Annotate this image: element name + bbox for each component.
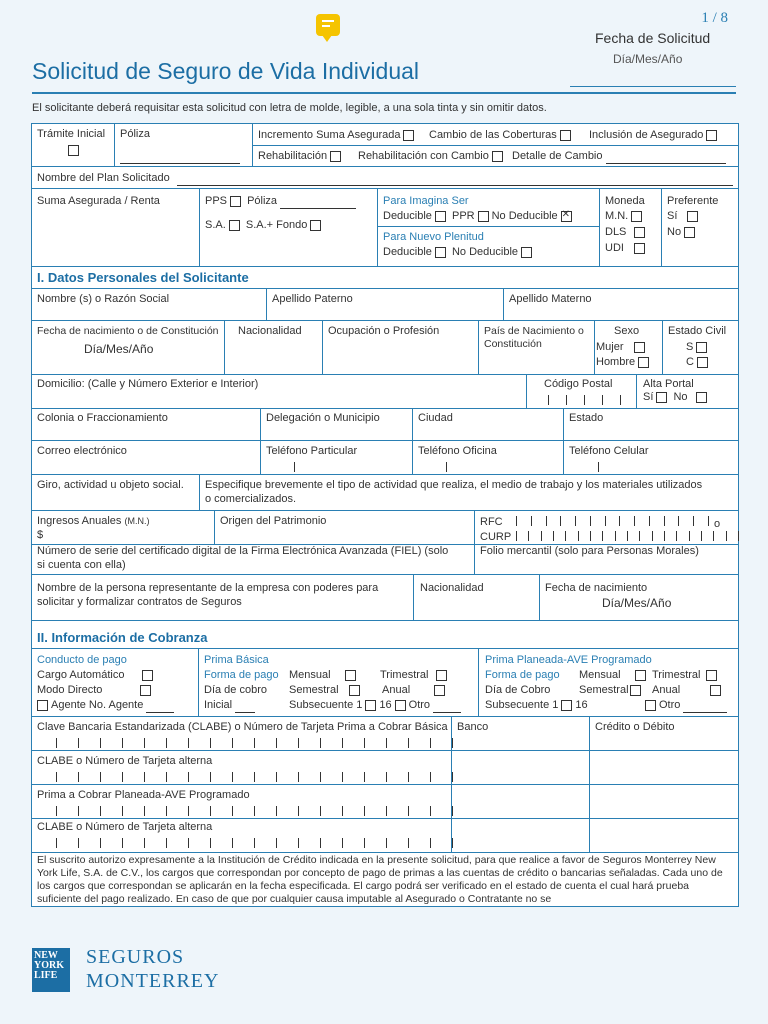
ap-paterno-label: Apellido Paterno <box>272 293 353 305</box>
nombre-plan-field[interactable] <box>177 185 733 186</box>
sa-fondo-label: S.A.+ Fondo <box>245 219 308 231</box>
brand-line2: MONTERREY <box>86 970 220 992</box>
no-deducible-checkbox[interactable] <box>561 211 572 222</box>
conducto-label: Conducto de pago <box>37 654 127 666</box>
clabe-field[interactable] <box>56 738 452 748</box>
subsecuente-label: Subsecuente 1 <box>289 699 363 711</box>
para-plenitud-label: Para Nuevo Plenitud <box>383 231 484 243</box>
semestral-checkbox[interactable] <box>349 685 360 696</box>
dia-cobro-label: Día de cobro <box>204 684 267 696</box>
correo-label: Correo electrónico <box>37 445 127 457</box>
prima-planeada-label: Prima Planeada-AVE Programado <box>485 654 652 666</box>
prima-basica-label: Prima Básica <box>204 654 269 666</box>
semestral2-label: Semestral <box>579 684 629 696</box>
trimestral2-label: Trimestral <box>652 669 701 681</box>
domicilio-label: Domicilio: (Calle y Número Exterior e Interior) <box>37 378 259 390</box>
agente-field[interactable] <box>146 712 174 713</box>
semestral2-checkbox[interactable] <box>630 685 641 696</box>
anual-label: Anual <box>382 684 411 696</box>
anual-checkbox[interactable] <box>434 685 445 696</box>
clabe-alt2-label: CLABE o Número de Tarjeta alterna <box>37 821 213 833</box>
application-form <box>31 123 739 907</box>
otro-field[interactable] <box>433 712 461 713</box>
codigo-postal-label: Código Postal <box>544 378 613 390</box>
alta-si-checkbox[interactable] <box>656 392 667 403</box>
mensual-checkbox[interactable] <box>345 670 356 681</box>
mn-label: M.N. <box>605 210 629 222</box>
alta-no-checkbox[interactable] <box>696 392 707 403</box>
n16b-label: 16 <box>575 699 588 711</box>
preferente-label: Preferente <box>667 195 719 207</box>
otro2-label: Otro <box>659 699 681 711</box>
mensual2-label: Mensual <box>579 669 621 681</box>
agente-label: Agente No. Agente <box>51 699 144 711</box>
brand-line1: SEGUROS <box>86 946 185 968</box>
poliza2-label: Póliza <box>247 195 278 207</box>
prima-cobrar-label: Prima a Cobrar Planeada-AVE Programado <box>37 789 250 801</box>
mujer-label: Mujer <box>596 341 624 353</box>
section2-title: II. Información de Cobranza <box>37 630 208 645</box>
incremento-label: Incremento Suma Asegurada <box>258 129 401 141</box>
forma-pago-label: Forma de pago <box>204 669 279 681</box>
udi-checkbox[interactable] <box>634 243 645 254</box>
no-deducible2-checkbox[interactable] <box>521 247 532 258</box>
estado-civil-c-checkbox[interactable] <box>697 357 708 368</box>
mn-checkbox[interactable] <box>631 211 642 222</box>
sa-checkbox[interactable] <box>229 220 240 231</box>
moneda-label: Moneda <box>605 195 645 207</box>
udi-label: UDI <box>605 242 624 254</box>
delegacion-label: Delegación o Municipio <box>266 412 380 424</box>
clabe-alt2-field[interactable] <box>56 838 452 848</box>
new-york-life-logo: NEW YORK LIFE <box>32 948 70 992</box>
estado-civil-s-checkbox[interactable] <box>696 342 707 353</box>
folio-label: Folio mercantil (solo para Personas Morales) <box>480 545 699 557</box>
representante-label: Nombre de la persona representante de la empresa con poderes para solicitar y formalizar contratos de Seguros <box>37 582 379 608</box>
deducible-label: Deducible <box>383 210 432 222</box>
origen-label: Origen del Patrimonio <box>220 515 327 527</box>
hombre-label: Hombre <box>596 356 636 368</box>
fecha-nac2-format: Día/Mes/Año <box>602 596 672 610</box>
deducible2-checkbox[interactable] <box>435 247 446 258</box>
rfc-field[interactable] <box>516 516 708 526</box>
tel-oficina-label: Teléfono Oficina <box>418 445 497 457</box>
title-divider <box>32 92 736 94</box>
deducible2-label: Deducible <box>383 246 432 258</box>
estado-label: Estado <box>569 412 604 424</box>
detalle-cambio-label: Detalle de Cambio <box>512 150 603 162</box>
sexo-label: Sexo <box>614 325 640 337</box>
alta-portal-label: Alta Portal <box>643 378 694 390</box>
nacionalidad-label: Nacionalidad <box>238 325 302 337</box>
estado-civil-c-label: C <box>686 356 694 368</box>
tramite-label: Trámite Inicial <box>37 128 106 140</box>
deducible-checkbox[interactable] <box>435 211 446 222</box>
preferente-no-label: No <box>667 226 682 238</box>
otro-label: Otro <box>408 699 431 711</box>
agente-checkbox[interactable] <box>37 700 48 711</box>
sa-label: S.A. <box>205 219 226 231</box>
preferente-si-checkbox[interactable] <box>687 211 698 222</box>
estado-civil-s-label: S <box>686 341 694 353</box>
dls-checkbox[interactable] <box>634 227 645 238</box>
inicial-label: Inicial <box>204 699 233 711</box>
modo-directo-label: Modo Directo <box>37 684 103 696</box>
page-number: 1 / 8 <box>701 10 728 26</box>
sa-fondo-checkbox[interactable] <box>310 220 321 231</box>
tel-particular-label: Teléfono Particular <box>266 445 358 457</box>
poliza-field[interactable] <box>120 163 240 164</box>
clabe-alt-field[interactable] <box>56 772 452 782</box>
fecha-nac-format: Día/Mes/Año <box>84 342 154 356</box>
incremento-checkbox[interactable] <box>403 130 414 141</box>
inclusion-checkbox[interactable] <box>706 130 717 141</box>
mensual2-checkbox[interactable] <box>635 670 646 681</box>
credito-label: Crédito o Débito <box>595 721 675 733</box>
rfc-o-label: o <box>714 518 721 530</box>
codigo-postal-field[interactable] <box>548 395 620 405</box>
ingresos-label: Ingresos Anuales <box>37 515 122 527</box>
colonia-label: Colonia o Fraccionamiento <box>37 412 168 424</box>
giro-label: Giro, actividad u objeto social. <box>37 479 184 491</box>
fecha-format: Día/Mes/Año <box>613 52 683 66</box>
cargo-auto-checkbox[interactable] <box>142 670 153 681</box>
dls-label: DLS <box>605 226 627 238</box>
preferente-no-checkbox[interactable] <box>684 227 695 238</box>
mujer-checkbox[interactable] <box>634 342 645 353</box>
cambio-coberturas-checkbox[interactable] <box>560 130 571 141</box>
fecha-solicitud-label: Fecha de Solicitud <box>595 30 711 46</box>
nacionalidad2-label: Nacionalidad <box>420 582 484 594</box>
page-title: Solicitud de Seguro de Vida Individual <box>32 58 420 84</box>
fecha-nac2-label: Fecha de nacimiento <box>545 582 648 594</box>
giro-detalle: Especifique brevemente el tipo de actividad que realiza, el medio de trabajo y los materiales utilizados o comercializados. <box>205 479 703 505</box>
anual2-checkbox[interactable] <box>710 685 721 696</box>
alta-si-label: Sí <box>643 391 654 403</box>
inclusion-label: Inclusión de Asegurado <box>589 129 704 141</box>
ap-materno-label: Apellido Materno <box>509 293 592 305</box>
dia-cobro2-label: Día de Cobro <box>485 684 551 696</box>
nombre-label: Nombre (s) o Razón Social <box>37 293 170 305</box>
inicial-field[interactable] <box>235 712 255 713</box>
prima-cobrar-field[interactable] <box>56 806 452 816</box>
trimestral-checkbox[interactable] <box>436 670 447 681</box>
detalle-cambio-field[interactable] <box>606 163 726 164</box>
modo-directo-checkbox[interactable] <box>140 685 151 696</box>
semestral-label: Semestral <box>289 684 339 696</box>
ocupacion-label: Ocupación o Profesión <box>328 325 440 337</box>
cambio-coberturas-label: Cambio de las Coberturas <box>429 129 557 141</box>
fecha-nac-label: Fecha de nacimiento o de Constitución <box>37 325 219 337</box>
trimestral2-checkbox[interactable] <box>706 670 717 681</box>
pps-checkbox[interactable] <box>230 196 241 207</box>
fiel-label: Número de serie del certificado digital de la Firma Electrónica Avanzada (FIEL) (solo si cuenta con ella) <box>37 545 449 571</box>
no-deducible2-label: No Deducible <box>451 246 519 258</box>
n16-checkbox[interactable] <box>395 700 406 711</box>
rehab-cambio-label: Rehabilitación con Cambio <box>358 150 489 162</box>
rehab-cambio-checkbox[interactable] <box>492 151 503 162</box>
tel-celular-label: Teléfono Celular <box>569 445 649 457</box>
estado-civil-label: Estado Civil <box>668 325 727 337</box>
subsecuente2-checkbox[interactable] <box>561 700 572 711</box>
n16-label: 16 <box>379 699 392 711</box>
ppr-checkbox[interactable] <box>478 211 489 222</box>
pps-label: PPS <box>205 195 228 207</box>
autorizacion-text: El suscrito autorizo expresamente a la Institución de Crédito indicada en la presente solicitud, para que realice a favor de Seguros Monterrey New York Life, S.A. de C.V., los cargos que correspondan por concepto de pago de primas a las cuentas de crédito o bancarias señaladas. Cada uno de los cargos que correspondan se aplicarán en la fecha especificada. El cargo podrá ser verificado en el estado de cuenta el cual hará prueba suficiente del pago realizado. En caso de que por cualquier causa imputable al Asegurado o Contratante no se <box>37 854 723 905</box>
ppr-label: PPR <box>451 210 475 222</box>
poliza2-field[interactable] <box>280 208 356 209</box>
forma-pago2-label: Forma de pago <box>485 669 560 681</box>
clabe-label: Clave Bancaria Estandarizada (CLABE) o Número de Tarjeta Prima a Cobrar Básica <box>37 721 448 733</box>
cargo-auto-label: Cargo Automático <box>37 669 125 681</box>
intro-text: El solicitante deberá requisitar esta solicitud con letra de molde, legible, a una sola tinta y sin omitir datos. <box>32 102 547 114</box>
section1-title: I. Datos Personales del Solicitante <box>37 270 249 285</box>
rehabilitacion-label: Rehabilitación <box>258 150 328 162</box>
rfc-label: RFC <box>480 516 503 528</box>
subsecuente2-label: Subsecuente 1 <box>485 699 559 711</box>
suma-asegurada-label: Suma Asegurada / Renta <box>37 195 160 207</box>
fecha-line <box>570 86 736 87</box>
banco-label: Banco <box>457 721 489 733</box>
para-imagina-label: Para Imagina Ser <box>383 195 469 207</box>
no-deducible-label: No Deducible <box>491 210 558 222</box>
poliza-label: Póliza <box>120 128 150 140</box>
otro2-checkbox[interactable] <box>645 700 656 711</box>
curp-field[interactable] <box>516 531 738 541</box>
rehabilitacion-checkbox[interactable] <box>330 151 341 162</box>
dollar-sign: $ <box>37 529 44 541</box>
ciudad-label: Ciudad <box>418 412 453 424</box>
ingresos-mn-label: (M.N.) <box>124 516 150 526</box>
hombre-checkbox[interactable] <box>638 357 649 368</box>
curp-label: CURP <box>480 531 512 543</box>
subsecuente-checkbox[interactable] <box>365 700 376 711</box>
nombre-plan-label: Nombre del Plan Solicitado <box>37 172 170 184</box>
alta-no-label: No <box>673 391 688 403</box>
tramite-checkbox[interactable] <box>68 145 79 156</box>
otro2-field[interactable] <box>683 712 727 713</box>
chat-icon[interactable] <box>316 14 340 36</box>
preferente-si-label: Sí <box>667 210 678 222</box>
trimestral-label: Trimestral <box>380 669 429 681</box>
mensual-label: Mensual <box>289 669 331 681</box>
anual2-label: Anual <box>652 684 681 696</box>
pais-nac-label: País de Nacimiento o Constitución <box>484 325 584 351</box>
clabe-alt-label: CLABE o Número de Tarjeta alterna <box>37 755 213 767</box>
